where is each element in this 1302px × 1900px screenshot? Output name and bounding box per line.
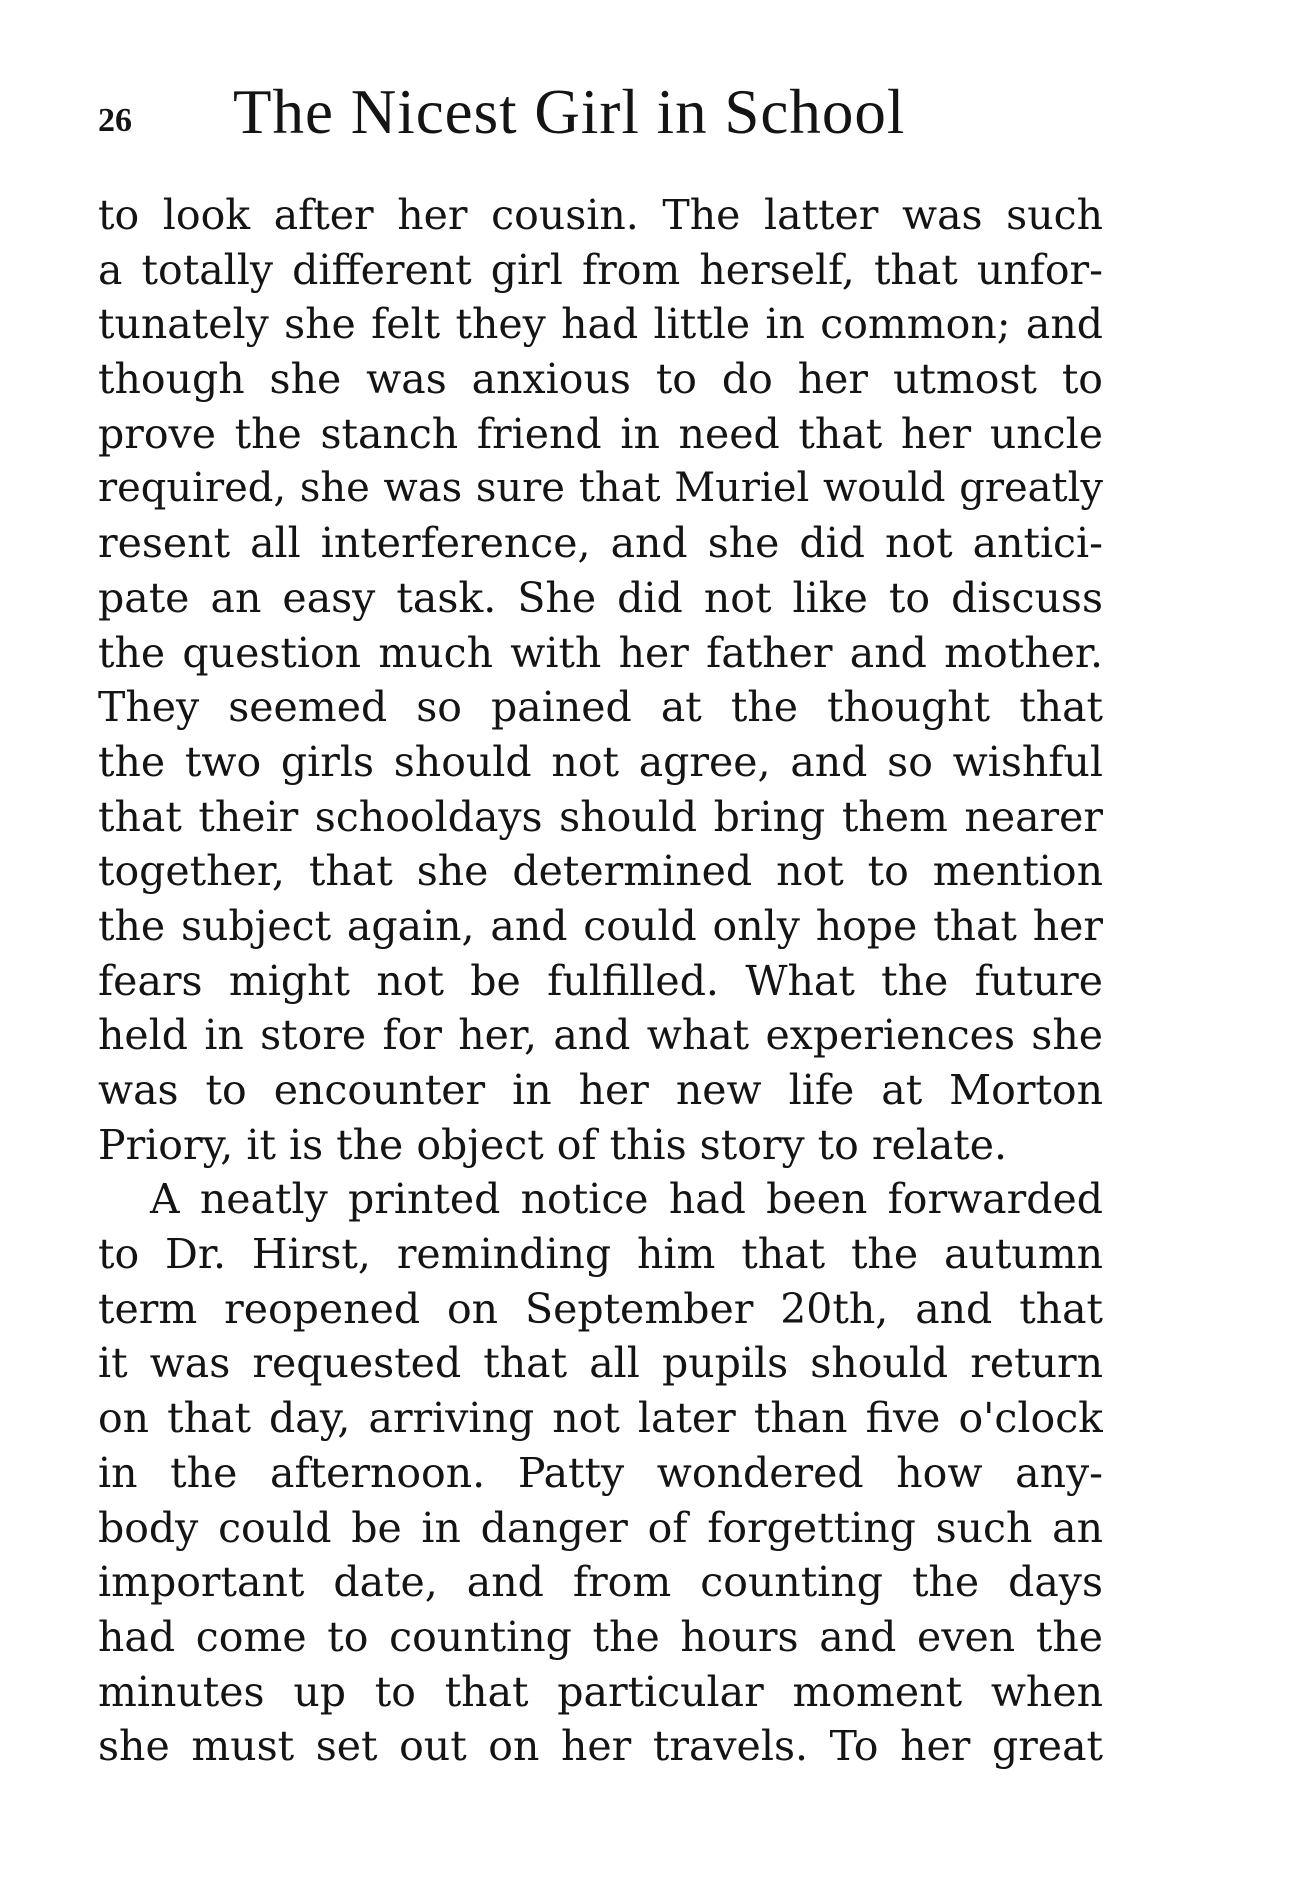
- text-line: term reopened on September 20th, and that: [98, 1284, 1103, 1333]
- text-line: body could be in danger of forgetting such an: [98, 1503, 1103, 1552]
- page-number: 26: [98, 102, 132, 139]
- text-line: to Dr. Hirst, reminding him that the autumn: [98, 1230, 1103, 1279]
- text-line: had come to counting the hours and even the: [98, 1612, 1103, 1661]
- text-line: resent all interference, and she did not antici-: [98, 519, 1103, 568]
- text-line: pate an easy task. She did not like to discuss: [98, 573, 1103, 622]
- text-line: that their schooldays should bring them nearer: [98, 792, 1103, 841]
- text-line: fears might not be fulfilled. What the future: [98, 956, 1103, 1005]
- text-line: the two girls should not agree, and so wishful: [98, 737, 1103, 786]
- text-line: she must set out on her travels. To her great: [98, 1722, 1103, 1771]
- text-line: though she was anxious to do her utmost to: [98, 355, 1103, 404]
- page-header: [98, 76, 1118, 156]
- text-line: the subject again, and could only hope that her: [98, 901, 1103, 950]
- text-line: minutes up to that particular moment when: [98, 1667, 1103, 1716]
- text-line: Priory, it is the object of this story to relate.: [98, 1120, 1008, 1169]
- text-line: the question much with her father and mother.: [98, 628, 1103, 677]
- text-line: on that day, arriving not later than five o'clock: [98, 1394, 1103, 1443]
- text-line: held in store for her, and what experiences she: [98, 1011, 1103, 1060]
- text-line: a totally different girl from herself, that unfor-: [98, 245, 1103, 294]
- text-line: important date, and from counting the days: [98, 1558, 1103, 1607]
- text-line: in the afternoon. Patty wondered how any-: [98, 1448, 1103, 1497]
- text-line: together, that she determined not to mention: [98, 847, 1103, 896]
- text-line: it was requested that all pupils should return: [98, 1339, 1103, 1388]
- text-line: to look after her cousin. The latter was such: [98, 191, 1103, 239]
- text-line: tunately she felt they had little in common; and: [98, 300, 1103, 349]
- text-line: They seemed so pained at the thought that: [98, 683, 1103, 732]
- body-text: [98, 188, 1103, 1774]
- paragraph-start-line: A neatly printed notice had been forwarded: [150, 1175, 1103, 1224]
- running-title: The Nicest Girl in School: [233, 77, 906, 147]
- text-line: required, she was sure that Muriel would greatly: [98, 465, 1103, 512]
- text-line: was to encounter in her new life at Morton: [98, 1066, 1103, 1114]
- text-line: prove the stanch friend in need that her uncle: [98, 409, 1103, 458]
